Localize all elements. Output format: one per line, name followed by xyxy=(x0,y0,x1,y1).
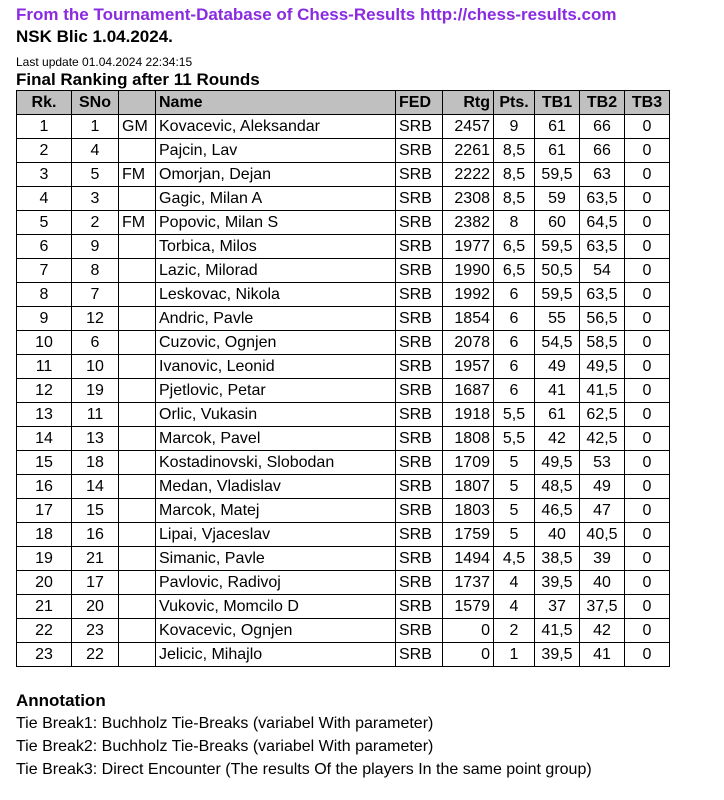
cell-points: 8 xyxy=(494,211,535,235)
cell-rank: 17 xyxy=(17,499,72,523)
cell-player-name: Orlic, Vukasin xyxy=(156,403,396,427)
cell-points: 5 xyxy=(494,499,535,523)
cell-points: 4 xyxy=(494,595,535,619)
cell-tb2: 63,5 xyxy=(580,235,625,259)
cell-rating: 1759 xyxy=(443,523,494,547)
table-row xyxy=(17,139,670,163)
cell-rank: 8 xyxy=(17,283,72,307)
cell-title: FM xyxy=(119,163,156,187)
col-header-tb3: TB3 xyxy=(625,91,670,115)
cell-tb3: 0 xyxy=(625,331,670,355)
cell-points: 8,5 xyxy=(494,187,535,211)
cell-fed: SRB xyxy=(396,451,443,475)
cell-title: FM xyxy=(119,211,156,235)
cell-tb2: 63,5 xyxy=(580,283,625,307)
cell-sno: 2 xyxy=(72,211,119,235)
cell-fed: SRB xyxy=(396,115,443,139)
cell-points: 6 xyxy=(494,379,535,403)
cell-rank: 21 xyxy=(17,595,72,619)
col-header-tb2: TB2 xyxy=(580,91,625,115)
table-row xyxy=(17,523,670,547)
cell-fed: SRB xyxy=(396,427,443,451)
cell-rating: 1709 xyxy=(443,451,494,475)
cell-player-name: Simanic, Pavle xyxy=(156,547,396,571)
cell-tb2: 53 xyxy=(580,451,625,475)
col-header-tb1: TB1 xyxy=(535,91,580,115)
cell-tb1: 37 xyxy=(535,595,580,619)
cell-rank: 22 xyxy=(17,619,72,643)
ranking-table xyxy=(16,90,670,667)
cell-tb2: 63,5 xyxy=(580,187,625,211)
cell-player-name: Marcok, Pavel xyxy=(156,427,396,451)
cell-fed: SRB xyxy=(396,139,443,163)
table-row xyxy=(17,235,670,259)
cell-rank: 19 xyxy=(17,547,72,571)
cell-tb1: 39,5 xyxy=(535,571,580,595)
cell-tb2: 64,5 xyxy=(580,211,625,235)
cell-sno: 6 xyxy=(72,331,119,355)
last-update: Last update 01.04.2024 22:34:15 xyxy=(16,55,193,69)
cell-sno: 16 xyxy=(72,523,119,547)
cell-rank: 20 xyxy=(17,571,72,595)
cell-points: 8,5 xyxy=(494,139,535,163)
cell-tb1: 49 xyxy=(535,355,580,379)
annotation-tiebreak1: Tie Break1: Buchholz Tie-Breaks (variabel With parameter) xyxy=(16,715,434,732)
cell-rating: 1803 xyxy=(443,499,494,523)
cell-points: 6 xyxy=(494,307,535,331)
cell-rating: 2222 xyxy=(443,163,494,187)
cell-player-name: Medan, Vladislav xyxy=(156,475,396,499)
cell-tb3: 0 xyxy=(625,595,670,619)
cell-rank: 3 xyxy=(17,163,72,187)
cell-tb2: 42 xyxy=(580,619,625,643)
cell-player-name: Marcok, Matej xyxy=(156,499,396,523)
cell-rating: 1579 xyxy=(443,595,494,619)
col-header-title xyxy=(119,91,156,115)
cell-rating: 2261 xyxy=(443,139,494,163)
cell-fed: SRB xyxy=(396,211,443,235)
cell-tb3: 0 xyxy=(625,499,670,523)
cell-tb1: 59,5 xyxy=(535,235,580,259)
cell-rating: 2078 xyxy=(443,331,494,355)
cell-points: 2 xyxy=(494,619,535,643)
cell-rank: 15 xyxy=(17,451,72,475)
cell-sno: 5 xyxy=(72,163,119,187)
col-header-points: Pts. xyxy=(494,91,535,115)
cell-fed: SRB xyxy=(396,187,443,211)
annotation-tiebreak2: Tie Break2: Buchholz Tie-Breaks (variabel With parameter) xyxy=(16,738,434,755)
cell-title xyxy=(119,283,156,307)
cell-fed: SRB xyxy=(396,523,443,547)
cell-title xyxy=(119,595,156,619)
cell-fed: SRB xyxy=(396,499,443,523)
cell-tb1: 54,5 xyxy=(535,331,580,355)
table-row xyxy=(17,499,670,523)
cell-rating: 1977 xyxy=(443,235,494,259)
table-row xyxy=(17,619,670,643)
cell-points: 6,5 xyxy=(494,235,535,259)
cell-tb2: 63 xyxy=(580,163,625,187)
cell-points: 8,5 xyxy=(494,163,535,187)
col-header-sno: SNo xyxy=(72,91,119,115)
cell-player-name: Cuzovic, Ognjen xyxy=(156,331,396,355)
cell-tb1: 49,5 xyxy=(535,451,580,475)
cell-tb1: 60 xyxy=(535,211,580,235)
cell-tb2: 47 xyxy=(580,499,625,523)
table-row xyxy=(17,355,670,379)
cell-points: 6 xyxy=(494,331,535,355)
cell-fed: SRB xyxy=(396,619,443,643)
cell-points: 6 xyxy=(494,283,535,307)
cell-title xyxy=(119,619,156,643)
cell-sno: 1 xyxy=(72,115,119,139)
cell-sno: 23 xyxy=(72,619,119,643)
col-header-rating: Rtg xyxy=(443,91,494,115)
cell-points: 9 xyxy=(494,115,535,139)
cell-sno: 9 xyxy=(72,235,119,259)
table-row xyxy=(17,451,670,475)
table-row xyxy=(17,427,670,451)
annotation-title: Annotation xyxy=(16,691,106,710)
cell-tb1: 59 xyxy=(535,187,580,211)
cell-sno: 20 xyxy=(72,595,119,619)
cell-rank: 13 xyxy=(17,403,72,427)
cell-rating: 1687 xyxy=(443,379,494,403)
table-row xyxy=(17,403,670,427)
cell-fed: SRB xyxy=(396,355,443,379)
cell-tb1: 61 xyxy=(535,139,580,163)
cell-title xyxy=(119,547,156,571)
cell-rank: 10 xyxy=(17,331,72,355)
cell-tb3: 0 xyxy=(625,379,670,403)
col-header-name: Name xyxy=(156,91,396,115)
cell-rank: 18 xyxy=(17,523,72,547)
table-row xyxy=(17,571,670,595)
cell-sno: 19 xyxy=(72,379,119,403)
cell-tb1: 42 xyxy=(535,427,580,451)
table-row xyxy=(17,643,670,667)
cell-tb2: 49 xyxy=(580,475,625,499)
cell-points: 5,5 xyxy=(494,427,535,451)
cell-points: 4,5 xyxy=(494,547,535,571)
annotation-section xyxy=(16,690,724,781)
cell-title: GM xyxy=(119,115,156,139)
cell-player-name: Pajcin, Lav xyxy=(156,139,396,163)
cell-player-name: Gagic, Milan A xyxy=(156,187,396,211)
cell-rank: 1 xyxy=(17,115,72,139)
cell-sno: 12 xyxy=(72,307,119,331)
cell-sno: 21 xyxy=(72,547,119,571)
table-row xyxy=(17,211,670,235)
table-row xyxy=(17,163,670,187)
cell-rating: 1807 xyxy=(443,475,494,499)
cell-points: 1 xyxy=(494,643,535,667)
cell-player-name: Pjetlovic, Petar xyxy=(156,379,396,403)
cell-tb2: 66 xyxy=(580,115,625,139)
table-row xyxy=(17,379,670,403)
cell-sno: 22 xyxy=(72,643,119,667)
cell-player-name: Lazic, Milorad xyxy=(156,259,396,283)
cell-fed: SRB xyxy=(396,643,443,667)
cell-tb2: 66 xyxy=(580,139,625,163)
source-link[interactable]: http://chess-results.com xyxy=(420,5,617,24)
cell-points: 5 xyxy=(494,523,535,547)
table-row xyxy=(17,283,670,307)
cell-sno: 7 xyxy=(72,283,119,307)
cell-title xyxy=(119,571,156,595)
cell-fed: SRB xyxy=(396,259,443,283)
cell-tb2: 62,5 xyxy=(580,403,625,427)
source-line xyxy=(16,4,724,26)
cell-fed: SRB xyxy=(396,475,443,499)
cell-sno: 17 xyxy=(72,571,119,595)
cell-title xyxy=(119,499,156,523)
cell-player-name: Kovacevic, Ognjen xyxy=(156,619,396,643)
cell-title xyxy=(119,187,156,211)
annotation-tiebreak3: Tie Break3: Direct Encounter (The results Of the players In the same point group) xyxy=(16,761,592,778)
cell-player-name: Andric, Pavle xyxy=(156,307,396,331)
cell-tb1: 40 xyxy=(535,523,580,547)
cell-fed: SRB xyxy=(396,379,443,403)
cell-tb3: 0 xyxy=(625,403,670,427)
cell-tb1: 41 xyxy=(535,379,580,403)
cell-rank: 9 xyxy=(17,307,72,331)
table-row xyxy=(17,307,670,331)
cell-title xyxy=(119,523,156,547)
cell-fed: SRB xyxy=(396,547,443,571)
cell-title xyxy=(119,379,156,403)
cell-points: 5 xyxy=(494,475,535,499)
cell-title xyxy=(119,139,156,163)
cell-rank: 12 xyxy=(17,379,72,403)
cell-tb1: 41,5 xyxy=(535,619,580,643)
cell-tb2: 56,5 xyxy=(580,307,625,331)
cell-tb3: 0 xyxy=(625,259,670,283)
cell-title xyxy=(119,235,156,259)
cell-tb3: 0 xyxy=(625,115,670,139)
cell-fed: SRB xyxy=(396,307,443,331)
cell-player-name: Pavlovic, Radivoj xyxy=(156,571,396,595)
cell-tb3: 0 xyxy=(625,571,670,595)
cell-title xyxy=(119,475,156,499)
cell-sno: 4 xyxy=(72,139,119,163)
cell-player-name: Omorjan, Dejan xyxy=(156,163,396,187)
cell-rating: 1494 xyxy=(443,547,494,571)
source-text: From the Tournament-Database of Chess-Results xyxy=(16,5,416,24)
cell-tb3: 0 xyxy=(625,139,670,163)
cell-player-name: Torbica, Milos xyxy=(156,235,396,259)
cell-title xyxy=(119,403,156,427)
cell-rating: 0 xyxy=(443,619,494,643)
cell-rating: 1957 xyxy=(443,355,494,379)
cell-rank: 2 xyxy=(17,139,72,163)
cell-sno: 8 xyxy=(72,259,119,283)
cell-player-name: Leskovac, Nikola xyxy=(156,283,396,307)
ranking-title: Final Ranking after 11 Rounds xyxy=(16,70,260,89)
cell-tb3: 0 xyxy=(625,427,670,451)
cell-title xyxy=(119,355,156,379)
cell-sno: 14 xyxy=(72,475,119,499)
cell-points: 6 xyxy=(494,355,535,379)
cell-fed: SRB xyxy=(396,283,443,307)
cell-tb1: 59,5 xyxy=(535,163,580,187)
cell-rating: 1918 xyxy=(443,403,494,427)
cell-tb3: 0 xyxy=(625,643,670,667)
cell-rating: 1737 xyxy=(443,571,494,595)
cell-fed: SRB xyxy=(396,595,443,619)
cell-points: 6,5 xyxy=(494,259,535,283)
cell-fed: SRB xyxy=(396,163,443,187)
cell-sno: 18 xyxy=(72,451,119,475)
cell-title xyxy=(119,427,156,451)
table-body xyxy=(17,115,670,667)
cell-tb3: 0 xyxy=(625,355,670,379)
cell-rank: 6 xyxy=(17,235,72,259)
cell-tb3: 0 xyxy=(625,211,670,235)
cell-tb3: 0 xyxy=(625,475,670,499)
cell-rating: 1854 xyxy=(443,307,494,331)
cell-rank: 14 xyxy=(17,427,72,451)
cell-tb3: 0 xyxy=(625,283,670,307)
cell-title xyxy=(119,331,156,355)
cell-tb3: 0 xyxy=(625,451,670,475)
cell-rating: 0 xyxy=(443,643,494,667)
cell-rating: 1992 xyxy=(443,283,494,307)
cell-tb3: 0 xyxy=(625,547,670,571)
cell-fed: SRB xyxy=(396,235,443,259)
cell-rating: 2382 xyxy=(443,211,494,235)
cell-player-name: Kovacevic, Aleksandar xyxy=(156,115,396,139)
col-header-rank: Rk. xyxy=(17,91,72,115)
cell-player-name: Lipai, Vjaceslav xyxy=(156,523,396,547)
cell-points: 5 xyxy=(494,451,535,475)
cell-fed: SRB xyxy=(396,403,443,427)
cell-tb3: 0 xyxy=(625,163,670,187)
cell-tb2: 37,5 xyxy=(580,595,625,619)
table-row xyxy=(17,475,670,499)
cell-tb2: 42,5 xyxy=(580,427,625,451)
cell-tb1: 46,5 xyxy=(535,499,580,523)
cell-rating: 2308 xyxy=(443,187,494,211)
cell-tb2: 54 xyxy=(580,259,625,283)
cell-title xyxy=(119,643,156,667)
cell-player-name: Vukovic, Momcilo D xyxy=(156,595,396,619)
cell-player-name: Jelicic, Mihajlo xyxy=(156,643,396,667)
tournament-name: NSK Blic 1.04.2024. xyxy=(16,27,173,46)
cell-points: 4 xyxy=(494,571,535,595)
cell-tb3: 0 xyxy=(625,523,670,547)
cell-tb1: 55 xyxy=(535,307,580,331)
col-header-fed: FED xyxy=(396,91,443,115)
cell-tb3: 0 xyxy=(625,187,670,211)
table-row xyxy=(17,115,670,139)
cell-fed: SRB xyxy=(396,331,443,355)
cell-rank: 23 xyxy=(17,643,72,667)
cell-tb1: 59,5 xyxy=(535,283,580,307)
cell-rating: 1808 xyxy=(443,427,494,451)
cell-tb1: 61 xyxy=(535,115,580,139)
cell-player-name: Ivanovic, Leonid xyxy=(156,355,396,379)
cell-player-name: Popovic, Milan S xyxy=(156,211,396,235)
cell-tb2: 39 xyxy=(580,547,625,571)
cell-rank: 7 xyxy=(17,259,72,283)
cell-title xyxy=(119,259,156,283)
cell-tb2: 40 xyxy=(580,571,625,595)
cell-rank: 4 xyxy=(17,187,72,211)
table-header-row xyxy=(17,91,670,115)
table-row xyxy=(17,547,670,571)
cell-sno: 13 xyxy=(72,427,119,451)
cell-title xyxy=(119,307,156,331)
cell-sno: 3 xyxy=(72,187,119,211)
cell-rank: 16 xyxy=(17,475,72,499)
table-row xyxy=(17,331,670,355)
cell-tb1: 38,5 xyxy=(535,547,580,571)
cell-tb2: 49,5 xyxy=(580,355,625,379)
cell-title xyxy=(119,451,156,475)
table-row xyxy=(17,595,670,619)
cell-rank: 11 xyxy=(17,355,72,379)
cell-points: 5,5 xyxy=(494,403,535,427)
cell-sno: 15 xyxy=(72,499,119,523)
cell-tb3: 0 xyxy=(625,307,670,331)
table-row xyxy=(17,259,670,283)
cell-fed: SRB xyxy=(396,571,443,595)
cell-tb1: 50,5 xyxy=(535,259,580,283)
cell-tb2: 41 xyxy=(580,643,625,667)
cell-tb2: 58,5 xyxy=(580,331,625,355)
table-row xyxy=(17,187,670,211)
cell-tb2: 40,5 xyxy=(580,523,625,547)
cell-rank: 5 xyxy=(17,211,72,235)
cell-sno: 11 xyxy=(72,403,119,427)
cell-tb2: 41,5 xyxy=(580,379,625,403)
cell-rating: 2457 xyxy=(443,115,494,139)
cell-tb1: 61 xyxy=(535,403,580,427)
cell-player-name: Kostadinovski, Slobodan xyxy=(156,451,396,475)
cell-sno: 10 xyxy=(72,355,119,379)
cell-tb3: 0 xyxy=(625,619,670,643)
cell-tb1: 39,5 xyxy=(535,643,580,667)
cell-tb3: 0 xyxy=(625,235,670,259)
cell-rating: 1990 xyxy=(443,259,494,283)
cell-tb1: 48,5 xyxy=(535,475,580,499)
